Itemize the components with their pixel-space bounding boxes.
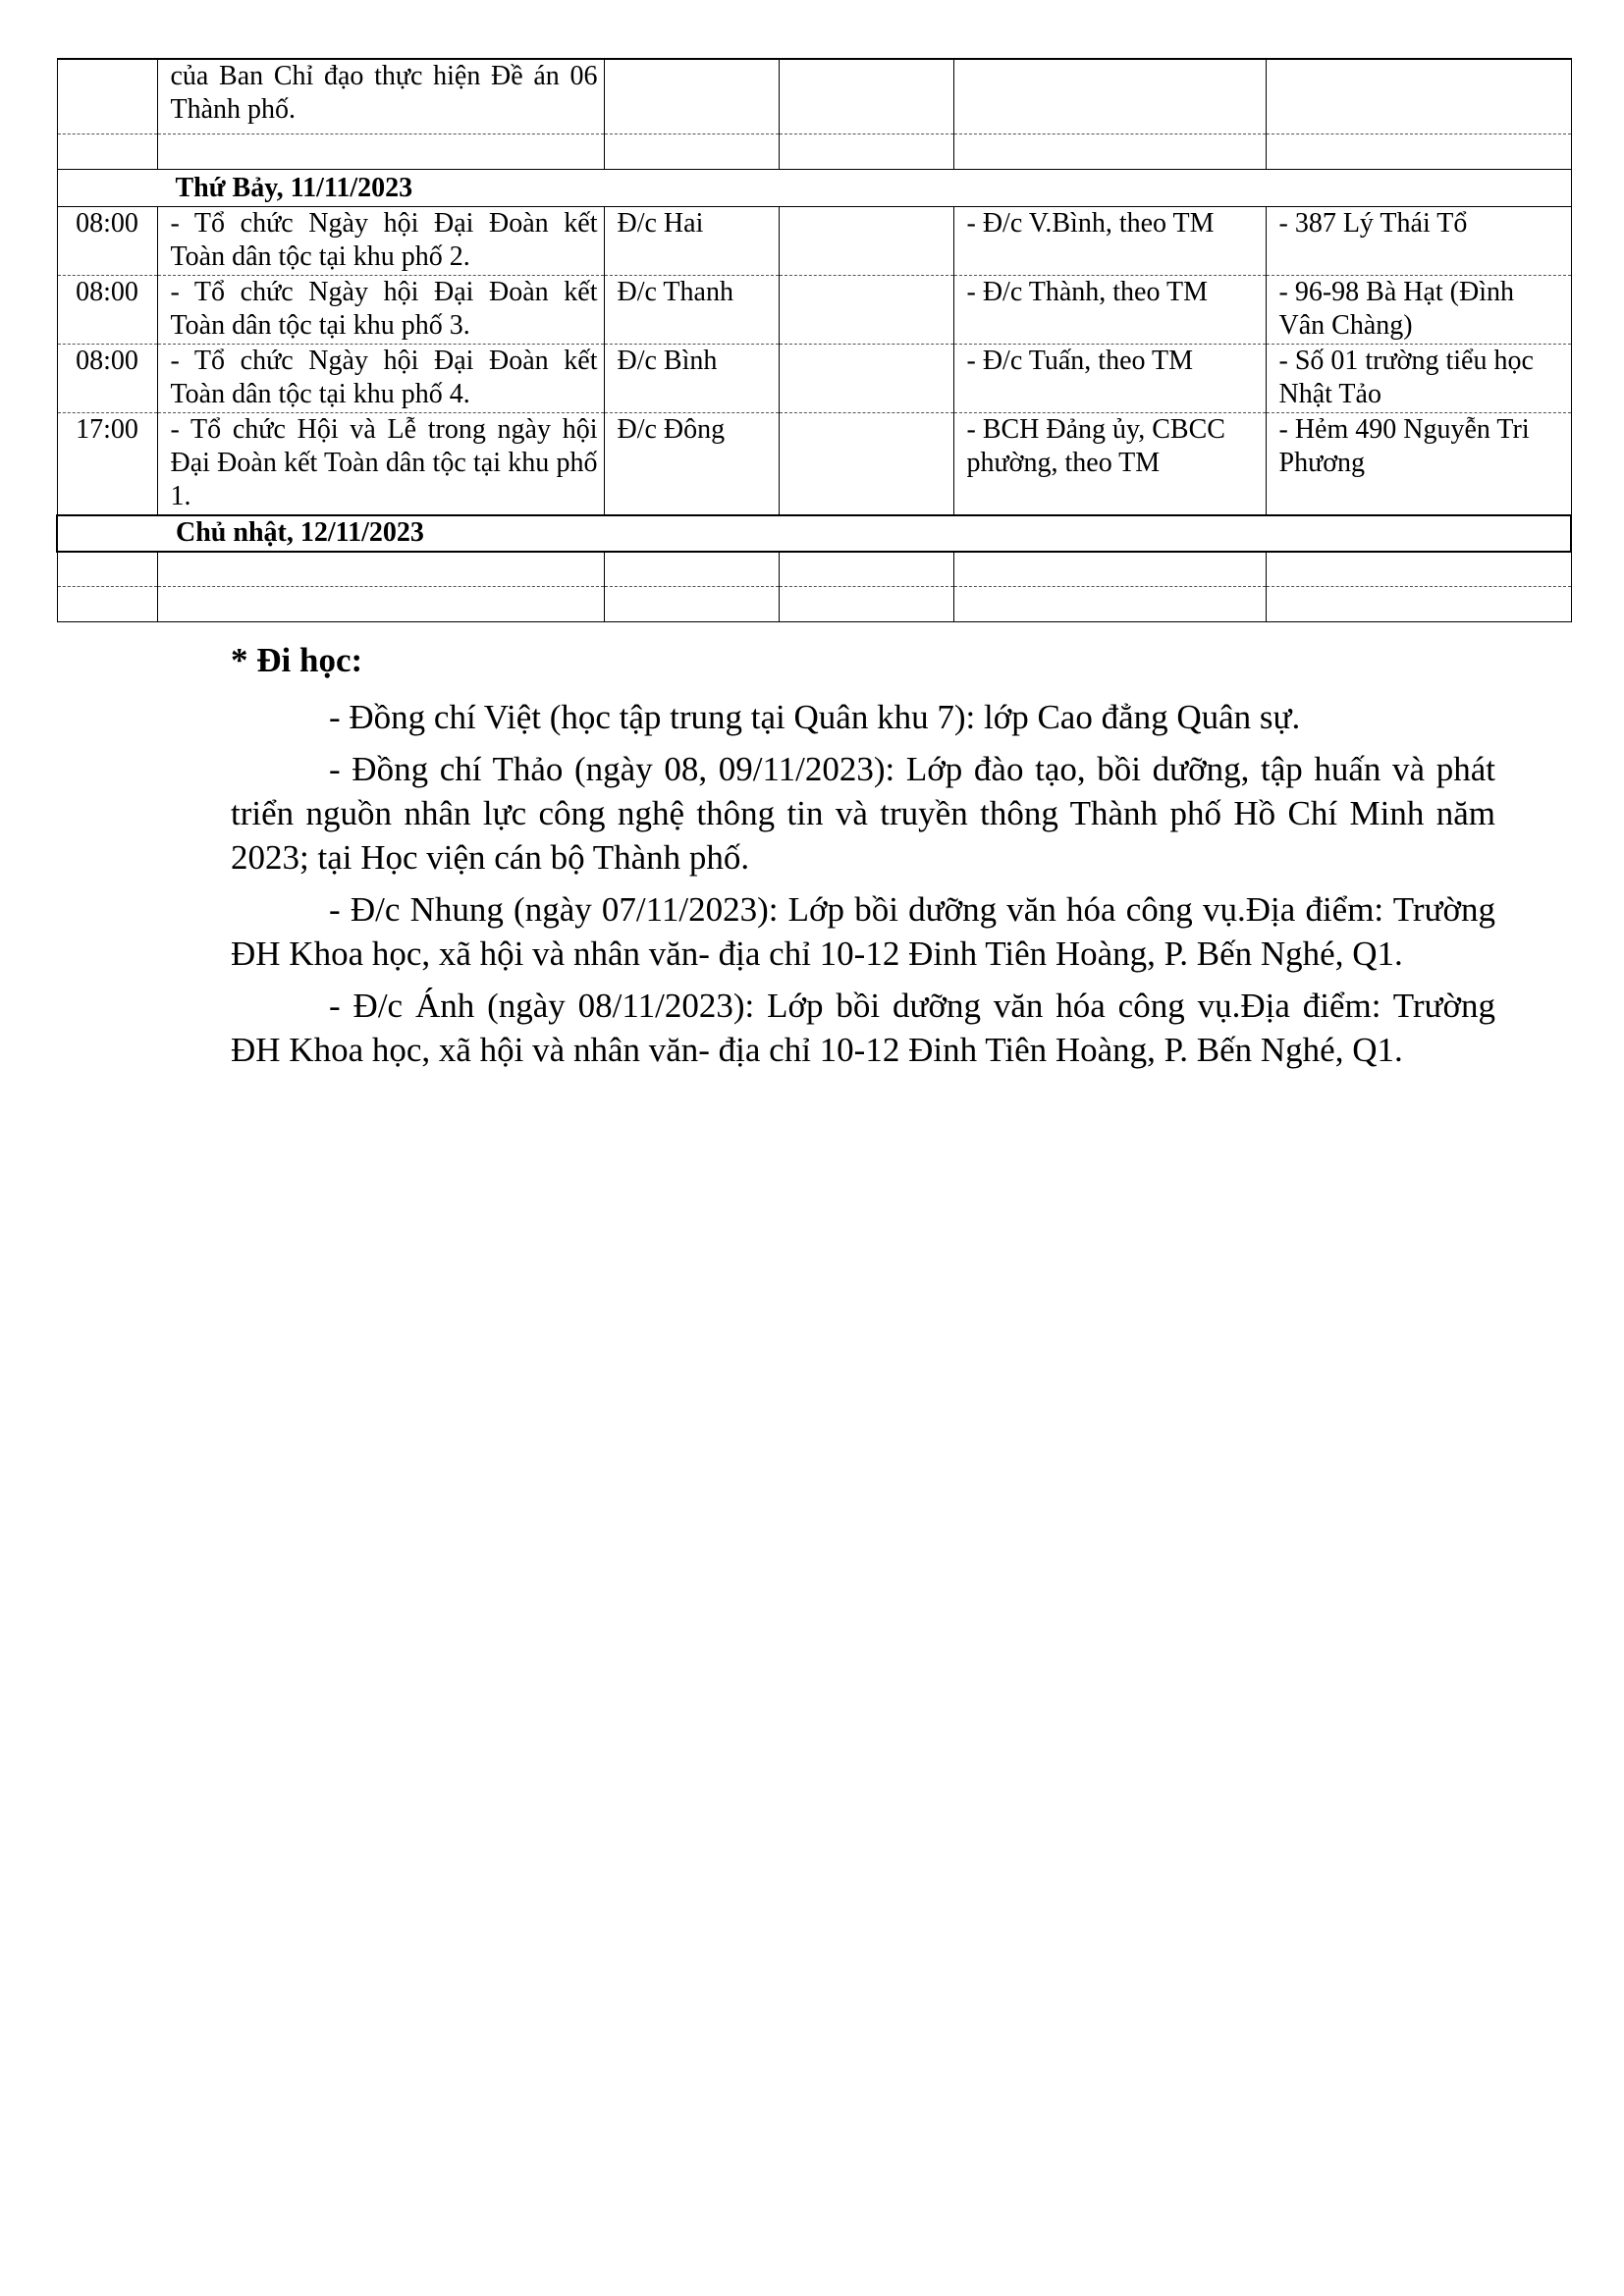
lead-cell bbox=[604, 587, 779, 622]
prepare-cell bbox=[779, 206, 953, 275]
attend-cell: - BCH Đảng ủy, CBCC phường, theo TM bbox=[953, 412, 1266, 515]
table-row bbox=[57, 275, 1571, 344]
place-cell: - 387 Lý Thái Tổ bbox=[1266, 206, 1571, 275]
time-cell: 08:00 bbox=[57, 344, 157, 412]
attend-cell: - Đ/c V.Bình, theo TM bbox=[953, 206, 1266, 275]
table-row bbox=[57, 133, 1571, 169]
time-cell: 17:00 bbox=[57, 412, 157, 515]
time-cell: 08:00 bbox=[57, 275, 157, 344]
content-cell bbox=[157, 587, 604, 622]
study-item: - Đồng chí Thảo (ngày 08, 09/11/2023): Lớp đào tạo, bồi dưỡng, tập huấn và phát triển nguồn nhân lực công nghệ thông tin và truyền thông Thành phố Hồ Chí Minh năm 2023; tại Học viện cán bộ Thành phố. bbox=[231, 750, 1495, 877]
lead-cell: Đ/c Thanh bbox=[604, 275, 779, 344]
place-cell bbox=[1266, 59, 1571, 133]
day-label: Chủ nhật, 12/11/2023 bbox=[57, 515, 1571, 552]
lead-cell bbox=[604, 552, 779, 587]
time-cell bbox=[57, 59, 157, 133]
content-cell: - Tổ chức Hội và Lễ trong ngày hội Đại Đoàn kết Toàn dân tộc tại khu phố 1. bbox=[157, 412, 604, 515]
lead-cell bbox=[604, 59, 779, 133]
prepare-cell bbox=[779, 275, 953, 344]
prepare-cell bbox=[779, 412, 953, 515]
lead-cell bbox=[604, 133, 779, 169]
prepare-cell bbox=[779, 587, 953, 622]
content-cell: - Tổ chức Ngày hội Đại Đoàn kết Toàn dân tộc tại khu phố 3. bbox=[157, 275, 604, 344]
prepare-cell bbox=[779, 59, 953, 133]
content-cell bbox=[157, 133, 604, 169]
time-cell bbox=[57, 133, 157, 169]
study-heading: * Đi học: bbox=[231, 641, 363, 679]
lead-cell: Đ/c Hai bbox=[604, 206, 779, 275]
study-item: - Đ/c Nhung (ngày 07/11/2023): Lớp bồi dưỡng văn hóa công vụ.Địa điểm: Trường ĐH Khoa học, xã hội và nhân văn- địa chỉ 10-12 Đinh Tiên Hoàng, P. Bến Nghé, Q1. bbox=[231, 890, 1495, 973]
content-cell: - Tổ chức Ngày hội Đại Đoàn kết Toàn dân tộc tại khu phố 4. bbox=[157, 344, 604, 412]
place-cell: - Số 01 trường tiểu học Nhật Tảo bbox=[1266, 344, 1571, 412]
attend-cell bbox=[953, 133, 1266, 169]
attend-cell bbox=[953, 59, 1266, 133]
content-cell: - Tổ chức Ngày hội Đại Đoàn kết Toàn dân tộc tại khu phố 2. bbox=[157, 206, 604, 275]
day-header-row bbox=[57, 515, 1571, 552]
prepare-cell bbox=[779, 344, 953, 412]
place-cell bbox=[1266, 587, 1571, 622]
prepare-cell bbox=[779, 552, 953, 587]
table-row bbox=[57, 587, 1571, 622]
place-cell: - Hẻm 490 Nguyễn Tri Phương bbox=[1266, 412, 1571, 515]
table-row bbox=[57, 344, 1571, 412]
schedule-table bbox=[56, 58, 1572, 622]
time-cell: 08:00 bbox=[57, 206, 157, 275]
study-item: - Đ/c Ánh (ngày 08/11/2023): Lớp bồi dưỡng văn hóa công vụ.Địa điểm: Trường ĐH Khoa học, xã hội và nhân văn- địa chỉ 10-12 Đinh Tiên Hoàng, P. Bến Nghé, Q1. bbox=[231, 987, 1495, 1069]
lead-cell: Đ/c Đông bbox=[604, 412, 779, 515]
prepare-cell bbox=[779, 133, 953, 169]
study-item: - Đồng chí Việt (học tập trung tại Quân khu 7): lớp Cao đẳng Quân sự. bbox=[329, 698, 1301, 736]
table-row bbox=[57, 412, 1571, 515]
place-cell: - 96-98 Bà Hạt (Đình Vân Chàng) bbox=[1266, 275, 1571, 344]
study-section bbox=[231, 638, 1495, 1080]
place-cell bbox=[1266, 552, 1571, 587]
time-cell bbox=[57, 552, 157, 587]
table-row bbox=[57, 552, 1571, 587]
time-cell bbox=[57, 587, 157, 622]
attend-cell: - Đ/c Thành, theo TM bbox=[953, 275, 1266, 344]
attend-cell: - Đ/c Tuấn, theo TM bbox=[953, 344, 1266, 412]
lead-cell: Đ/c Bình bbox=[604, 344, 779, 412]
place-cell bbox=[1266, 133, 1571, 169]
day-header-row bbox=[57, 169, 1571, 206]
table-row bbox=[57, 206, 1571, 275]
attend-cell bbox=[953, 552, 1266, 587]
content-cell: của Ban Chỉ đạo thực hiện Đề án 06 Thành phố. bbox=[157, 59, 604, 133]
day-label: Thứ Bảy, 11/11/2023 bbox=[57, 169, 1571, 206]
attend-cell bbox=[953, 587, 1266, 622]
table-row bbox=[57, 59, 1571, 133]
content-cell bbox=[157, 552, 604, 587]
